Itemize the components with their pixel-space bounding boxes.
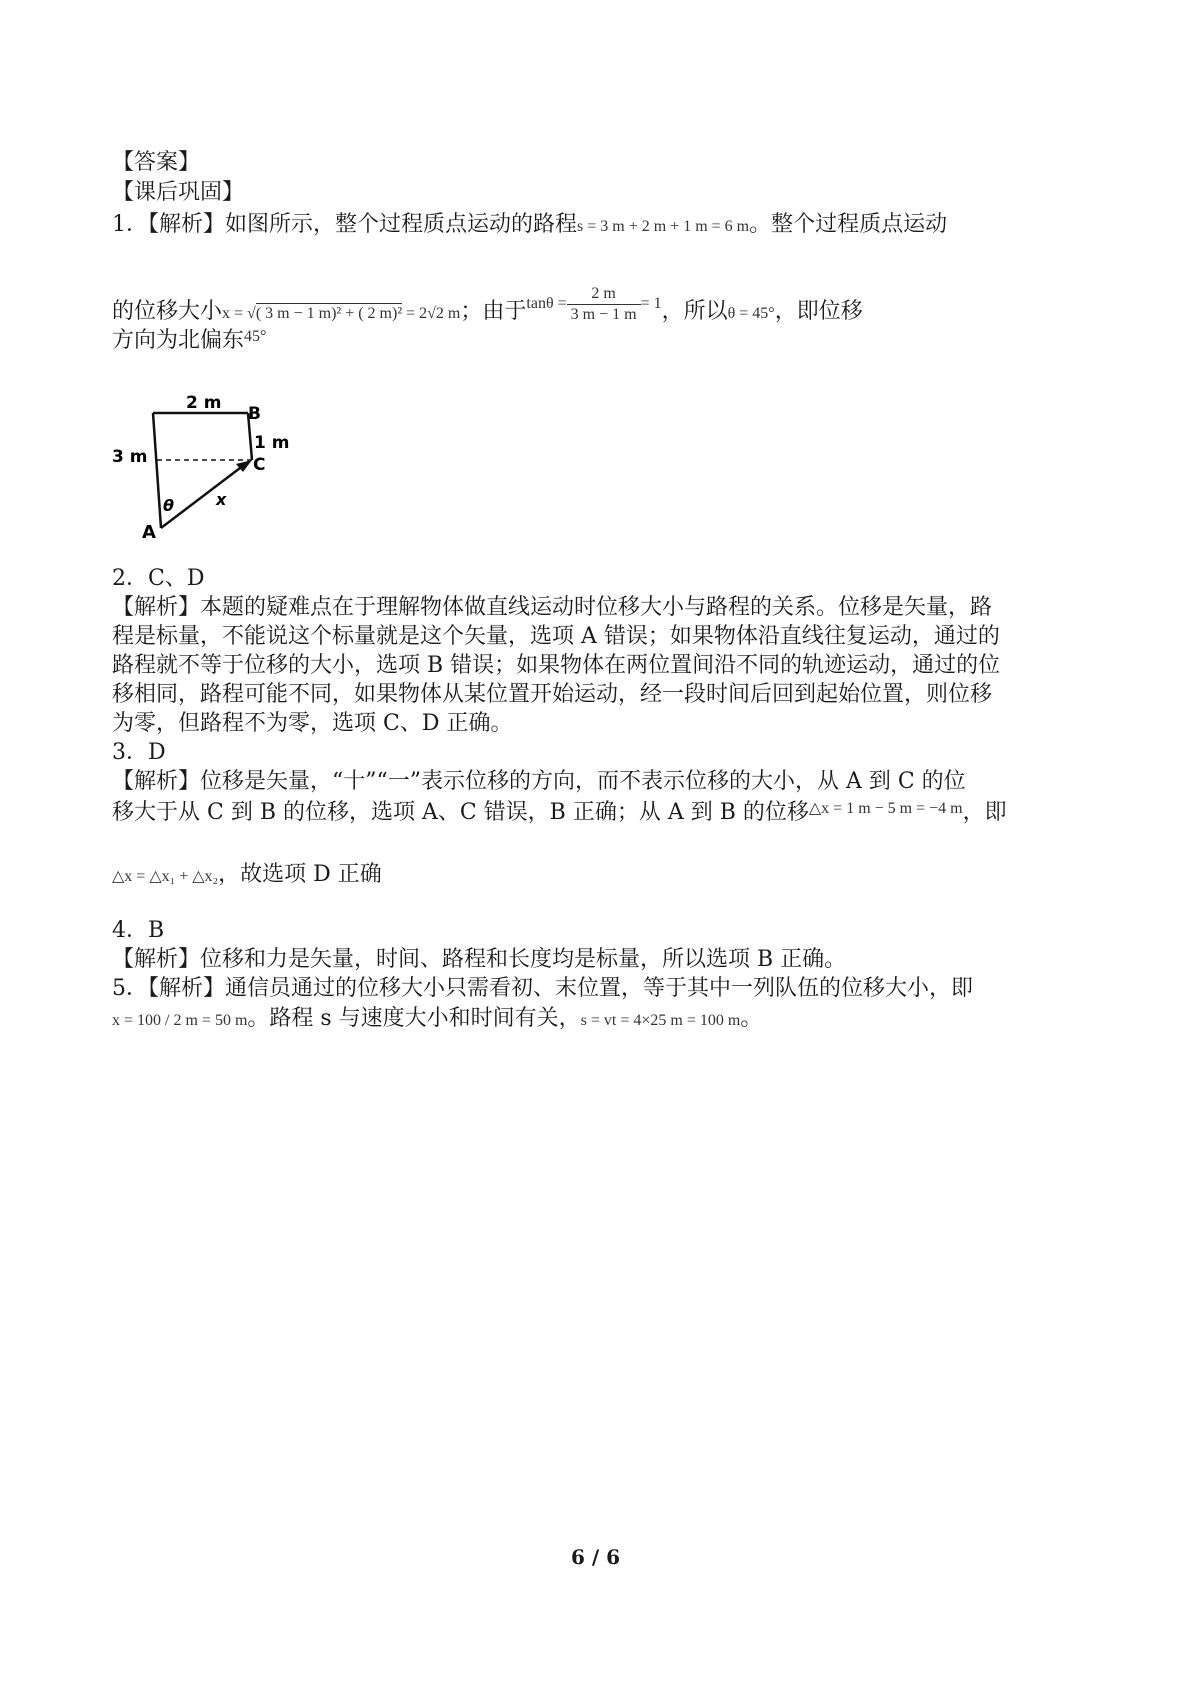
angle-45: 45°: [244, 328, 267, 345]
label-3m: 3 m: [112, 447, 148, 467]
q5-para-2-mid: 。路程 s 与速度大小和时间有关，: [247, 1006, 581, 1031]
q1-text-tail-2: ，即位移: [774, 299, 863, 325]
q3-line-2: [112, 798, 1007, 830]
theta-formula: θ = 45°: [727, 305, 775, 323]
label-2m: 2 m: [186, 393, 222, 413]
label-1m: 1 m: [254, 433, 290, 453]
q1-text-lead: 的位移大小: [112, 299, 223, 325]
delta-sum-formula: △x = △x₁ + △x₂: [112, 868, 219, 885]
q2-para-1: 【解析】本题的疑难点在于理解物体做直线运动时位移大小与路程的关系。位移是矢量，路: [112, 595, 993, 620]
q2-para-4: 移相同，路程可能不同，如果物体从某位置开始运动，经一段时间后回到起始位置，则位移: [112, 682, 993, 707]
tan-formula: tanθ = 2 m 3 m − 1 m = 1: [526, 285, 662, 323]
label-B: B: [248, 404, 261, 424]
label-A: A: [142, 522, 156, 543]
q3-para-1: 【解析】位移是矢量，“十”“一”表示位移的方向，而不表示位移的大小，从 A 到 C 的位: [112, 769, 966, 794]
label-theta: θ: [163, 496, 174, 515]
q1-text-tail: 。整个过程质点运动: [749, 212, 948, 237]
page-number: 6 / 6: [570, 1545, 621, 1569]
q5-displacement-formula: x = 100 / 2 m = 50 m: [112, 1012, 248, 1029]
section-title: 【课后巩固】: [112, 180, 245, 205]
q4-answer: 4．B: [112, 918, 165, 943]
label-x: x: [216, 490, 227, 509]
q5-para-1: 5．【解析】通信员通过的位移大小只需看初、末位置，等于其中一列队伍的位移大小，即: [112, 976, 974, 1001]
q4-para-1: 【解析】位移和力是矢量，时间、路程和长度均是标量，所以选项 B 正确。: [112, 947, 847, 972]
label-C: C: [253, 455, 266, 475]
q5-para-2-tail: 。: [740, 1006, 763, 1031]
q5-path-formula: s = vt = 4×25 m = 100 m: [580, 1012, 741, 1029]
q1-direction-text: 方向为北偏东: [112, 328, 245, 353]
path-length-formula: s = 3 m + 2 m + 1 m = 6 m: [577, 218, 750, 235]
q2-para-2: 程是标量，不能说这个标量就是这个矢量，选项 A 错误；如果物体沿直线往复运动，通过的: [112, 624, 1000, 649]
q2-answer: 2．C、D: [112, 566, 205, 591]
q2-para-5: 为零，但路程不为零，选项 C、D 正确。: [112, 711, 513, 736]
q3-para-2-tail: ，即: [962, 800, 1007, 825]
q1-line-3: [112, 326, 266, 358]
answer-header: 【答案】: [112, 150, 201, 175]
q2-para-3: 路程就不等于位移的大小，选项 B 错误；如果物体在两位置间沿不同的轨迹运动，通过的位: [112, 653, 1001, 678]
q1-text-mid: ；由于: [460, 299, 527, 325]
q3-line-3: [112, 860, 382, 892]
displacement-formula: x = √( 3 m − 1 m)² + ( 2 m)² = 2√2 m: [222, 305, 461, 323]
q3-para-2: 移大于从 C 到 B 的位移，选项 A、C 错误，B 正确；从 A 到 B 的位移: [112, 800, 809, 825]
q3-para-3-tail: ，故选项 D 正确: [218, 862, 382, 887]
q1-text: 1．【解析】如图所示，整个过程质点运动的路程: [112, 212, 577, 237]
q1-line-1: [112, 210, 947, 242]
segment-left: [153, 413, 161, 528]
q5-line-2: [112, 1004, 762, 1036]
q1-text-so: ，所以: [661, 299, 728, 325]
q3-answer: 3．D: [112, 740, 166, 765]
delta-x-formula: △x = 1 m − 5 m = −4 m: [808, 800, 963, 817]
displacement-figure: [108, 388, 318, 548]
